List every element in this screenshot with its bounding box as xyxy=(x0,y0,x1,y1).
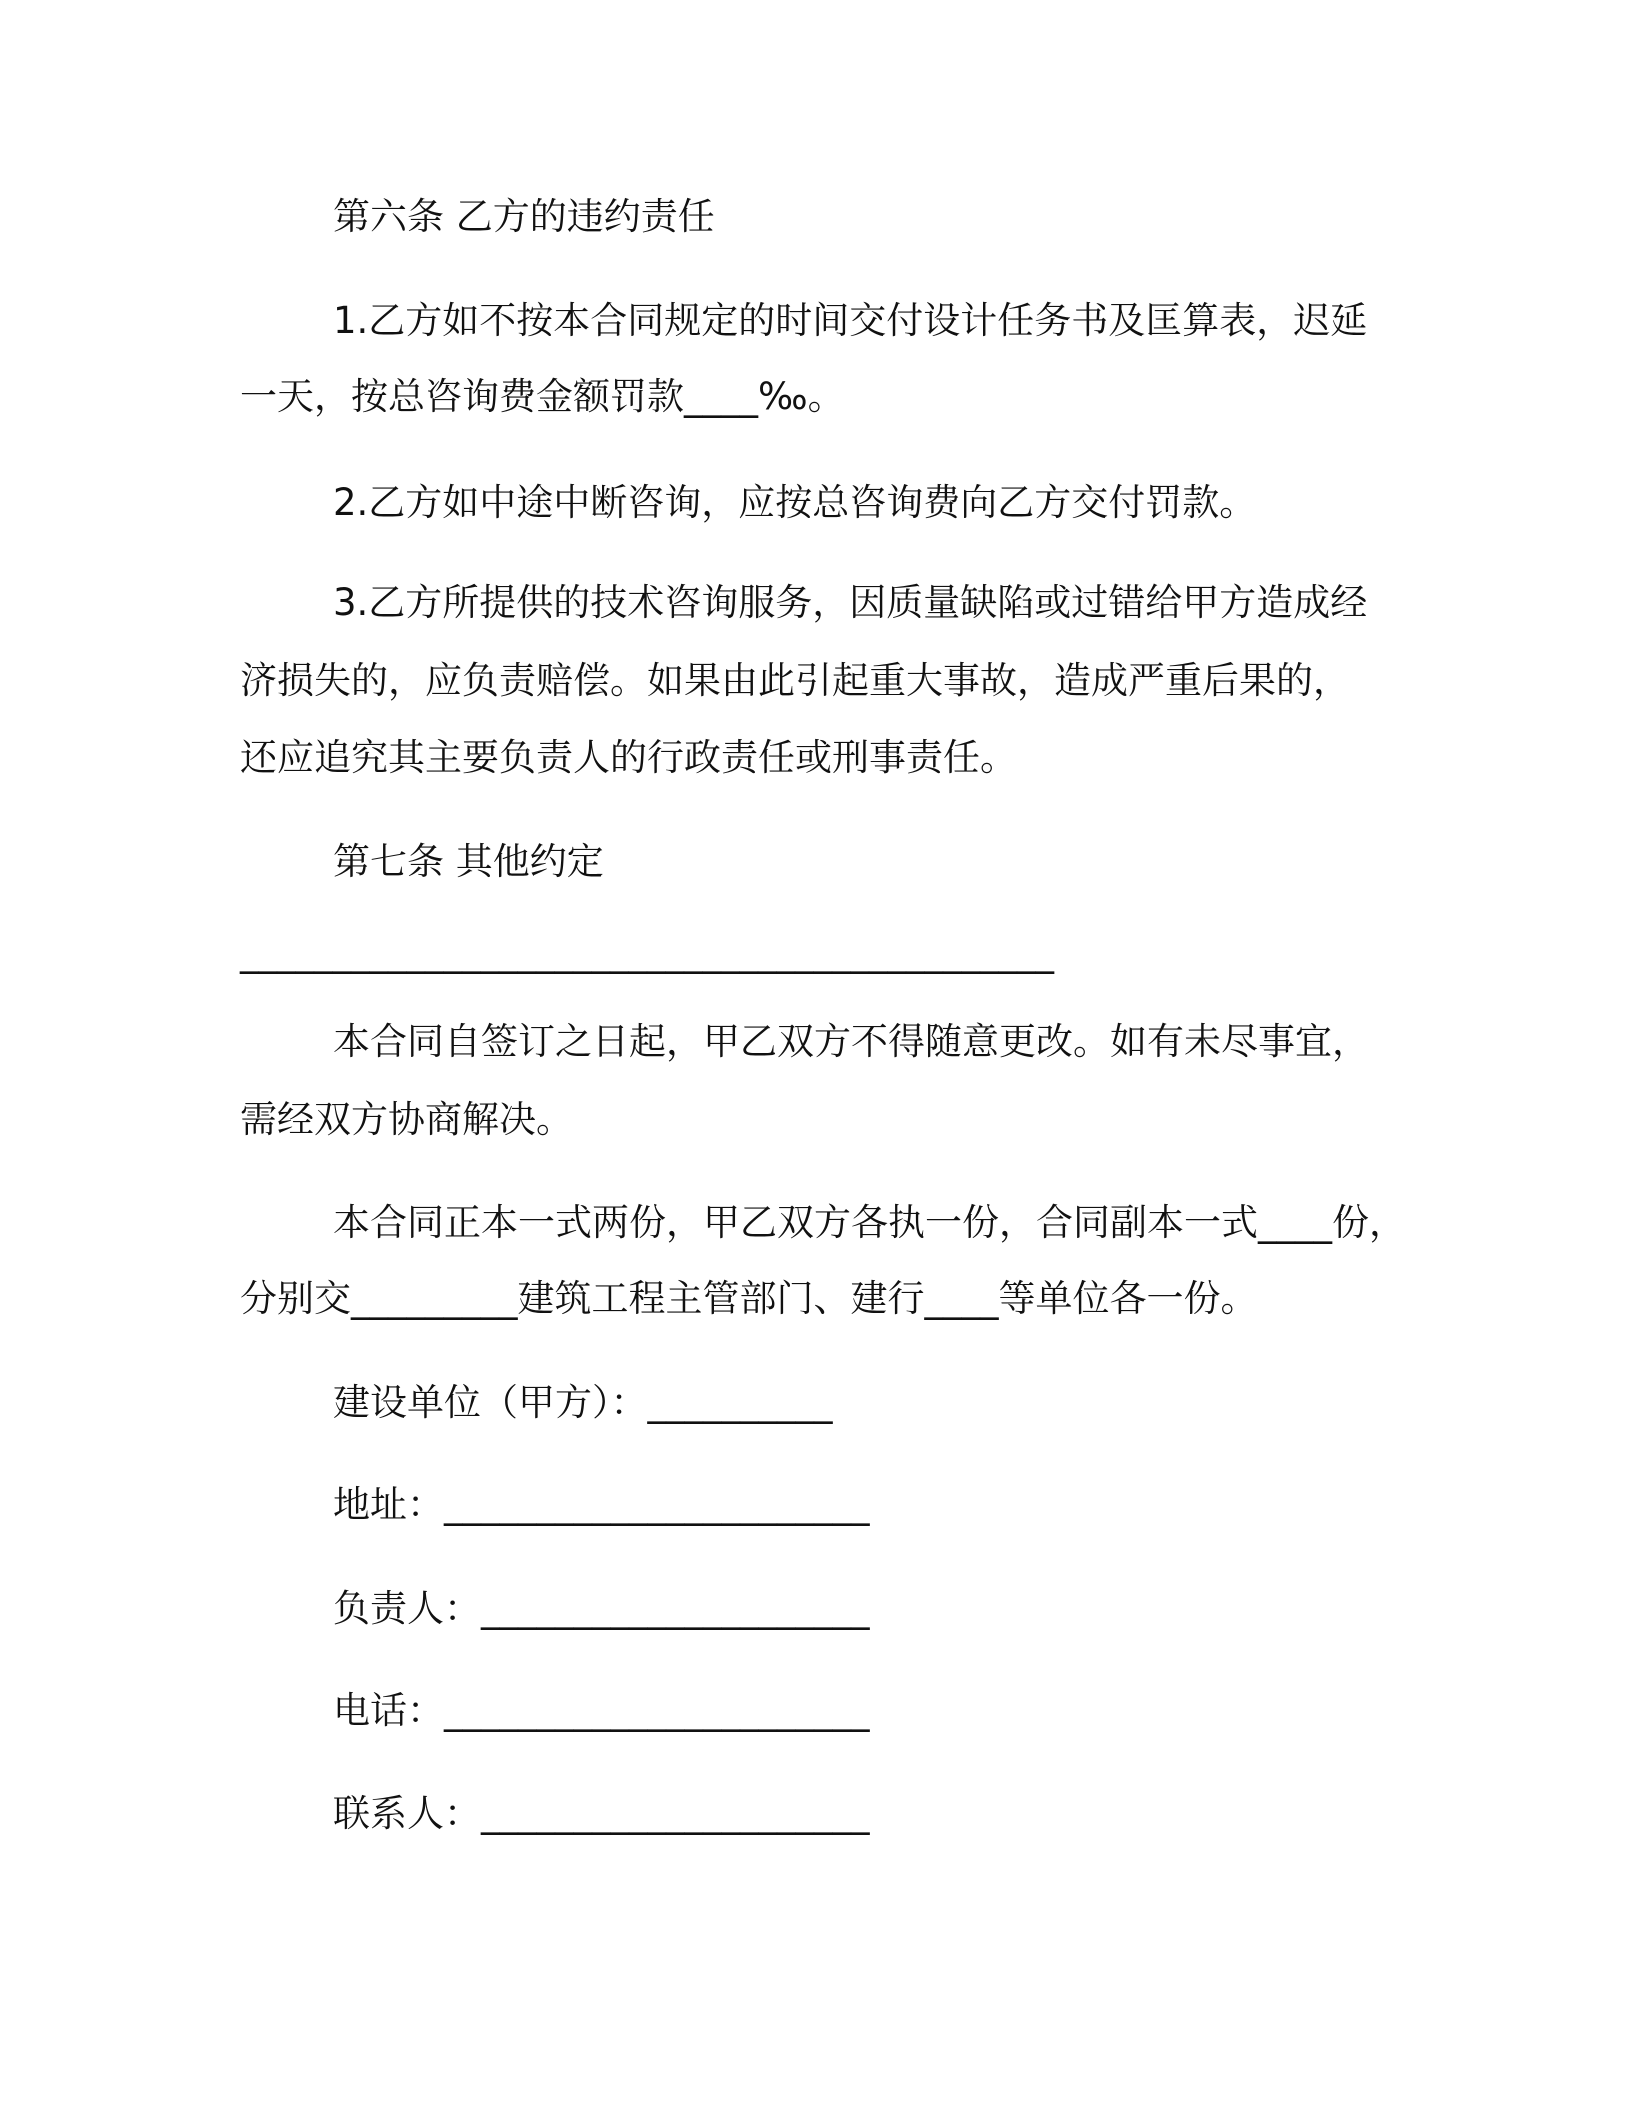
signature-person-in-charge-field: 负责人：_____________________ xyxy=(333,1587,870,1630)
closing-para1-line1: 本合同自签订之日起，甲乙双方不得随意更改。如有未尽事宜， xyxy=(333,1020,1369,1063)
article6-clause3-line2: 济损失的，应负责赔偿。如果由此引起重大事故，造成严重后果的， xyxy=(240,659,1350,702)
article6-clause3-line1: 3.乙方所提供的技术咨询服务，因质量缺陷或过错给甲方造成经 xyxy=(333,581,1368,624)
signature-address-field: 地址：_______________________ xyxy=(333,1483,870,1526)
signature-unit-field: 建设单位（甲方）：__________ xyxy=(333,1381,833,1424)
article7-blank-line: ____________________________________________ xyxy=(240,931,1054,974)
signature-contact-field: 联系人：_____________________ xyxy=(333,1792,870,1835)
closing-para1-line2: 需经双方协商解决。 xyxy=(240,1098,573,1141)
article6-clause1-line1: 1.乙方如不按本合同规定的时间交付设计任务书及匡算表，迟延 xyxy=(333,299,1368,342)
article6-clause3-line3: 还应追究其主要负责人的行政责任或刑事责任。 xyxy=(240,736,1017,779)
article6-heading: 第六条 乙方的违约责任 xyxy=(333,195,715,238)
closing-para2-line2: 分别交_________建筑工程主管部门、建行____等单位各一份。 xyxy=(240,1277,1258,1320)
article6-clause2: 2.乙方如中途中断咨询，应按总咨询费向乙方交付罚款。 xyxy=(333,481,1257,524)
closing-para2-line1: 本合同正本一式两份，甲乙双方各执一份，合同副本一式____份， xyxy=(333,1201,1406,1244)
signature-phone-field: 电话：_______________________ xyxy=(333,1689,870,1732)
article7-heading: 第七条 其他约定 xyxy=(333,840,604,883)
article6-clause1-line2: 一天，按总咨询费金额罚款____‰。 xyxy=(240,375,845,418)
